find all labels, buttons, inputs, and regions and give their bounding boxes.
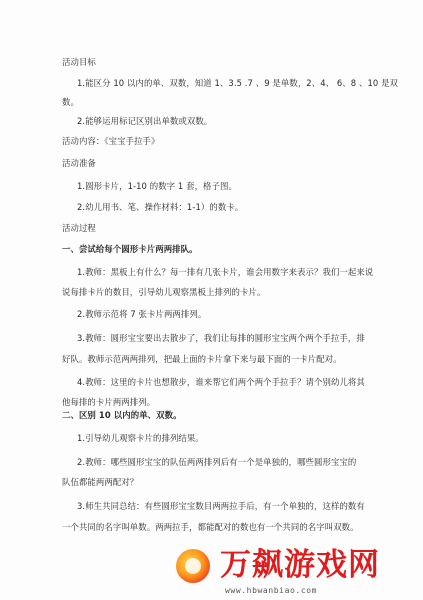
watermark-logo	[170, 545, 420, 600]
text-line: 1.教师：黑板上有什么？每一排有几张卡片，谁会用数字来表示？我们一起来说	[77, 267, 374, 277]
text-line: 2.教师示范将 7 张卡片两两排列。	[77, 309, 207, 319]
heading-activity-goals: 活动目标	[62, 57, 96, 67]
text-line: 好队。教师示范两两排列，把最上面的卡片拿下来与最下面的一卡片配对。	[62, 354, 342, 364]
logo-flame-icon	[176, 549, 210, 583]
text-line: 说每排卡片的数目，引导幼儿观察黑板上排列的卡片。	[62, 287, 266, 297]
text-line: 3.教师：圆形宝宝要出去散步了，我们让每排的圆形宝宝两个两个手拉手，排	[77, 333, 365, 343]
logo-url: www.hbwanbiao.com	[225, 586, 318, 595]
text-line: 2.幼儿用书、笔、操作材料：1-1）的数卡。	[77, 202, 244, 212]
text-line: 他每排的卡片两两排列。	[62, 397, 156, 407]
section-heading-2: 二、区别 10 以内的单、双数。	[62, 410, 182, 420]
text-line: 1.引导幼儿观察卡片的排列结果。	[77, 433, 204, 443]
text-line: 1.圆形卡片，1-10 的数字 1 套，格子图。	[77, 181, 237, 191]
text-line: 1.能区分 10 以内的单、双数，知道 1、3.5 .7 、9 是单数，2、4、 6、8 、10 是双	[77, 78, 399, 88]
text-line: 4.教师：这里的卡片也想散步，谁来帮它们两个两个手拉手？请个别幼儿将其	[77, 377, 365, 387]
text-line: 3.师生共同总结：有些圆形宝宝数目两两拉手后，有一个单独的，这样的数有	[77, 501, 365, 511]
text-line: 2.教师：哪些圆形宝宝的队伍两两排列后有一个是单独的，哪些圆形宝宝的	[77, 457, 357, 467]
heading-activity-preparation: 活动准备	[62, 158, 96, 168]
text-line: 队伍都能两两配对？	[62, 477, 139, 487]
heading-activity-process: 活动过程	[62, 223, 96, 233]
logo-text: 万飙游戏网	[220, 547, 380, 583]
text-line: 一个共同的名字叫单数。两两拉手，都能配对的数也有一个共同的名字叫双数。	[62, 522, 359, 532]
text-line: 数。	[62, 97, 79, 107]
section-heading-1: 一、尝试给每个圆形卡片两两排队。	[62, 244, 198, 254]
text-line: 2.能够运用标记区别出单数或双数。	[77, 116, 213, 126]
heading-activity-content: 活动内容：《宝宝手拉手》	[62, 136, 160, 146]
